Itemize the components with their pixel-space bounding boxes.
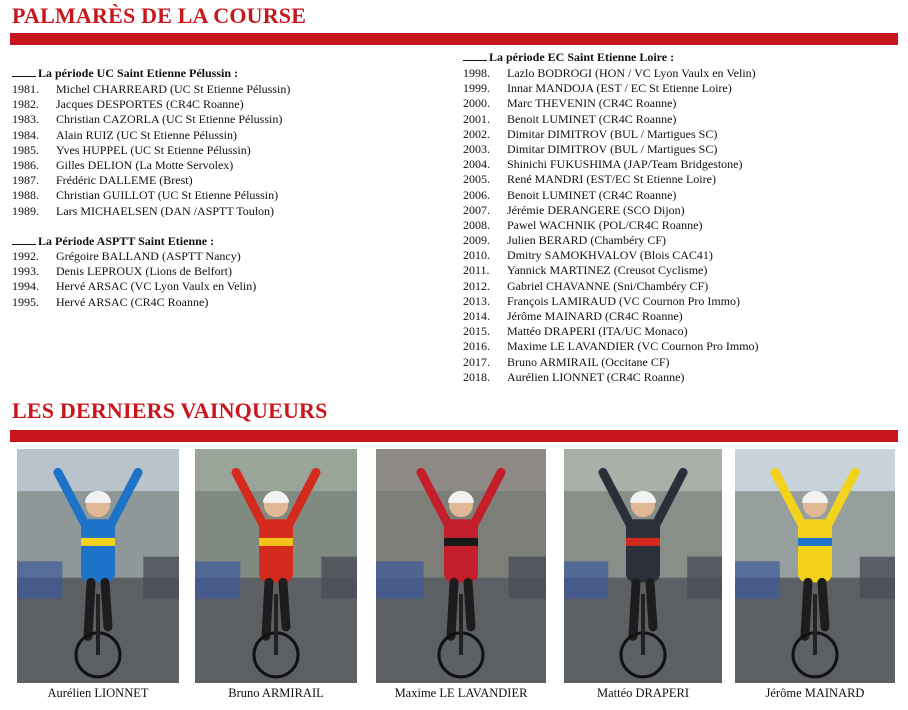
winner-caption-1: Aurélien LIONNET [47,686,149,700]
palmares-list-asptt [12,249,256,310]
list-item: 2012. Gabriel CHAVANNE (Sni/Chambéry CF) [463,278,709,293]
list-item: 1983. Christian CAZORLA (UC St Etienne Pélussin) [12,112,283,127]
palmares-title: PALMARÈS DE LA COURSE [12,3,307,28]
list-item: 2011. Yannick MARTINEZ (Creusot Cyclisme) [463,263,708,278]
list-item: 2017. Bruno ARMIRAIL (Occitane CF) [463,354,670,369]
winner-photo-1 [17,449,179,683]
list-item: 2013. François LAMIRAUD (VC Cournon Pro Immo) [463,293,740,308]
list-item: 1988. Christian GUILLOT (UC St Etienne Pélussin) [12,188,279,203]
section-heading-ec-loire: La période EC Saint Etienne Loire : [463,50,674,65]
photo-scene [564,449,722,683]
winners-title: LES DERNIERS VAINQUEURS [12,398,328,423]
list-item: 2003. Dimitar DIMITROV (BUL / Martigues SC) [463,141,718,156]
winner-photo-2 [195,449,357,683]
list-item: 1999. Innar MANDOJA (EST / EC St Etienne Loire) [463,81,732,96]
list-item: 1984. Alain RUIZ (UC St Etienne Pélussin) [12,127,237,142]
list-item: 1998. Lazlo BODROGI (HON / VC Lyon Vaulx en Velin) [463,66,756,80]
list-item: 2005. René MANDRI (EST/EC St Etienne Loire) [463,172,716,187]
palmares-divider [10,33,898,45]
photo-scene [376,449,546,683]
list-item: 1993. Denis LEPROUX (Lions de Belfort) [12,264,232,279]
list-item: 2007. Jérémie DERANGERE (SCO Dijon) [463,202,685,217]
winner-photo-3 [376,449,546,683]
winners-divider [10,430,898,442]
list-item: 2006. Benoit LUMINET (CR4C Roanne) [463,187,677,202]
list-item: 2000. Marc THEVENIN (CR4C Roanne) [463,96,677,111]
list-item: 1992. Grégoire BALLAND (ASPTT Nancy) [12,249,241,263]
photo-scene [17,449,179,683]
palmares-list-uc-pelussin [12,82,290,219]
list-item: 1982. Jacques DESPORTES (CR4C Roanne) [12,97,244,112]
winner-caption-5: Jérôme MAINARD [765,686,865,700]
list-item: 2010. Dmitry SAMOKHVALOV (Blois CAC41) [463,248,713,263]
list-item: 2015. Mattéo DRAPERI (ITA/UC Monaco) [463,324,688,339]
list-item: 1981. Michel CHARREARD (UC St Etienne Pélussin) [12,82,291,96]
list-item: 2004. Shinichi FUKUSHIMA (JAP/Team Bridgestone) [463,157,743,172]
list-item: 2008. Pawel WACHNIK (POL/CR4C Roanne) [463,217,703,232]
list-item: 1985. Yves HUPPEL (UC St Etienne Pélussin) [12,142,251,157]
palmares-list-ec-loire [463,66,759,385]
winner-photo-4 [564,449,722,683]
list-item: 2009. Julien BERARD (Chambéry CF) [463,233,666,248]
list-item: 1995. Hervé ARSAC (CR4C Roanne) [12,294,209,309]
section-heading-asptt: La Période ASPTT Saint Etienne : [12,234,214,249]
winner-photo-5 [735,449,895,683]
list-item: 1994. Hervé ARSAC (VC Lyon Vaulx en Velin) [12,279,257,294]
list-item: 2014. Jérôme MAINARD (CR4C Roanne) [463,309,683,323]
list-item: 2001. Benoit LUMINET (CR4C Roanne) [463,111,677,126]
list-item: 1986. Gilles DELION (La Motte Servolex) [12,157,234,172]
photo-scene [195,449,357,683]
section-heading-uc-pelussin: La période UC Saint Etienne Pélussin : [12,66,238,81]
list-item: 2002. Dimitar DIMITROV (BUL / Martigues SC) [463,126,718,141]
list-item: 2016. Maxime LE LAVANDIER (VC Cournon Pro Immo) [463,339,759,354]
winner-caption-3: Maxime LE LAVANDIER [394,686,528,700]
list-item: 1989. Lars MICHAELSEN (DAN /ASPTT Toulon) [12,203,275,218]
photo-scene [735,449,895,683]
list-item: 2018. Aurélien LIONNET (CR4C Roanne) [463,369,685,384]
winners-photo-strip [17,449,897,709]
winner-caption-2: Bruno ARMIRAIL [228,686,324,700]
list-item: 1987. Frédéric DALLEME (Brest) [12,173,193,188]
winner-caption-4: Mattéo DRAPERI [596,686,689,700]
